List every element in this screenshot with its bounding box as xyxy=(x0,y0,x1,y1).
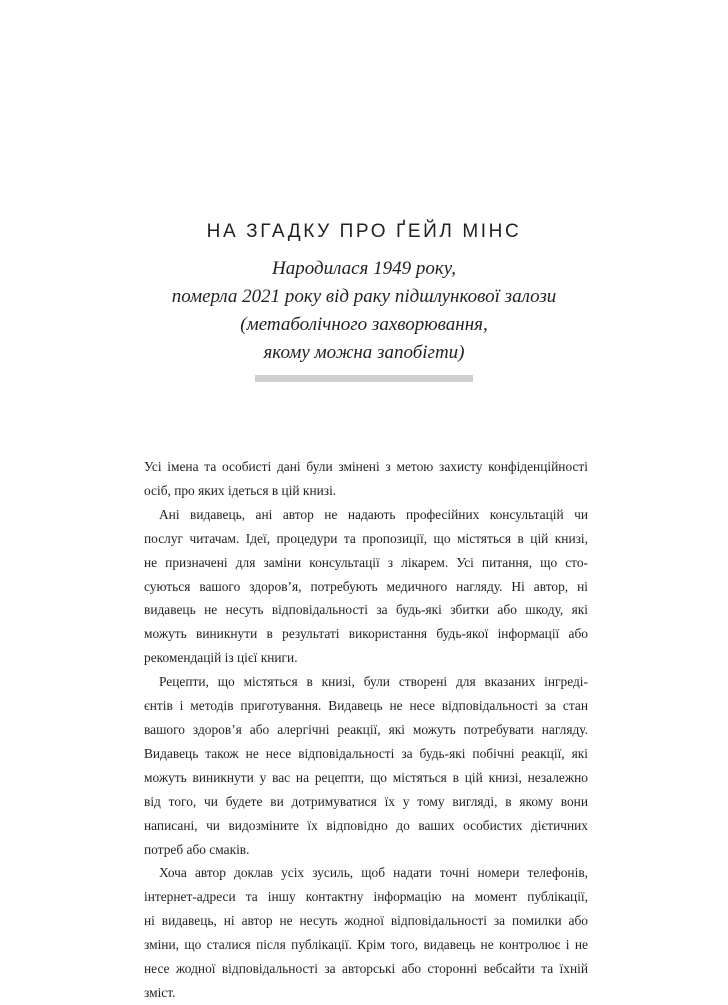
text-line: осіб, про яких ідеться в цій книзі. xyxy=(144,482,337,498)
text-line: суються вашого здоров’я, потребують медичного нагляду. Ні автор, ні xyxy=(144,578,588,594)
text-line: Рецепти, що містяться в книзі, були створені для вказаних інгреді- xyxy=(159,674,588,690)
dedication-line: якому можна запобігти) xyxy=(263,342,465,363)
text-line: несе жодної відповідальності за авторські або сторонні вебсайти та їхній xyxy=(144,961,588,977)
paragraph-4 xyxy=(144,861,588,1004)
text-line: зміни, що сталися після публікації. Крім того, видавець не контролює і не xyxy=(144,937,588,953)
text-line: Видавець також не несе відповідальності за будь-які побічні реакції, які xyxy=(144,745,588,761)
disclaimer-text xyxy=(144,455,588,1005)
divider-rule xyxy=(255,375,473,382)
dedication-block xyxy=(0,219,728,367)
text-line: послуг читачам. Ідеї, процедури та пропозиції, що містяться в цій книзі, xyxy=(144,530,588,546)
text-line: інтернет-адреси та іншу контактну інформацію на момент публікації, xyxy=(144,889,588,905)
text-line: Усі імена та особисті дані були змінені з метою захисту конфіденційності xyxy=(144,459,588,474)
paragraph-1 xyxy=(144,455,588,503)
text-line: зміст. xyxy=(144,984,176,1000)
dedication-line: померла 2021 року від раку підшлункової залози xyxy=(171,286,557,307)
dedication-lines xyxy=(0,255,728,367)
text-line: ні видавець, ні автор не несуть жодної відповідальності за помилки або xyxy=(144,913,588,929)
paragraph-3 xyxy=(144,670,588,861)
text-line: єнтів і методів приготування. Видавець не несе відповідальності за стан xyxy=(144,698,588,714)
text-line: Хоча автор доклав усіх зусиль, щоб надати точні номери телефонів, xyxy=(159,865,588,881)
dedication-line: (метаболічного захворювання, xyxy=(240,314,488,335)
text-line: видавець не несуть відповідальності за будь-які збитки або шкоду, які xyxy=(144,602,588,618)
paragraph-2 xyxy=(144,503,588,670)
text-line: від того, чи будете ви дотримуватися їх у тому вигляді, в якому вони xyxy=(144,793,588,809)
dedication-line: Народилася 1949 року, xyxy=(272,258,456,279)
text-line: написані, чи видозміните їх відповідно до ваших особистих дієтичних xyxy=(144,817,588,833)
text-line: вашого здоров’я або алергічні реакції, які можуть потребувати нагляду. xyxy=(144,721,588,737)
text-line: можуть виникнути у вас на рецепти, що містяться в цій книзі, незалежно xyxy=(144,769,588,785)
text-line: Ані видавець, ані автор не надають професійних консультацій чи xyxy=(159,506,588,522)
text-line: можуть виникнути в результаті використання будь-якої інформації або xyxy=(144,626,588,642)
dedication-title: НА ЗГАДКУ ПРО ҐЕЙЛ МІНС xyxy=(206,221,522,242)
text-line: рекомендацій із цієї книги. xyxy=(144,650,298,666)
text-line: потреб або смаків. xyxy=(144,841,250,857)
text-line: не призначені для заміни консультації з лікарем. Усі питання, що сто- xyxy=(144,554,588,570)
